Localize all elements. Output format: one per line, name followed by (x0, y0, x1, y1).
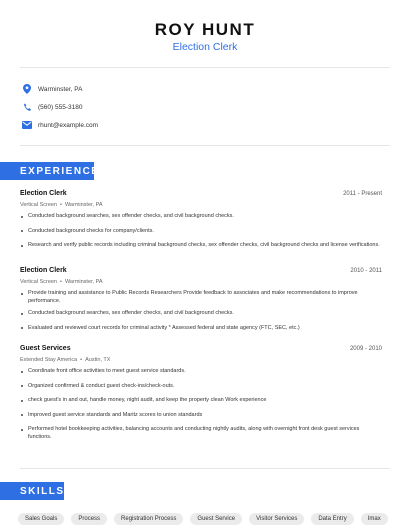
skills-list (18, 513, 388, 525)
list-item: check guest's in and out, handle money, night audit, and keep the property clean Work experience (20, 397, 382, 405)
list-item: Conducted background searches, sex offender checks, and civil background checks. (20, 310, 382, 318)
skill-tag: Imax (361, 513, 388, 525)
divider (20, 67, 390, 68)
list-item: Coordinate front office activities to meet guest service standards. (20, 368, 382, 376)
phone-text: (560) 555-3180 (38, 103, 83, 111)
divider (20, 468, 390, 469)
job-bullets (20, 213, 382, 250)
list-item: Conducted background searches, sex offender checks, and civil background checks. (20, 213, 382, 221)
skill-tag: Visitor Services (249, 513, 304, 525)
contact-email[interactable] (20, 118, 98, 132)
contact-phone (20, 100, 82, 114)
job-title: Guest Services (20, 345, 71, 352)
job-dates: 2009 - 2010 (349, 346, 382, 352)
job-bullets (20, 368, 382, 441)
experience-item (20, 267, 382, 336)
job-bullets (20, 290, 382, 332)
list-item: Improved guest service standards and Maritz scores to union standards (20, 412, 382, 420)
job-employer: Extended Stay America • Austin, TX (20, 357, 111, 363)
skill-tag: Guest Service (190, 513, 242, 525)
skill-tag: Process (71, 513, 107, 525)
phone-icon (20, 100, 34, 114)
list-item: Performed hotel bookkeeping activities, balancing accounts and conducting nightly audits, along with overnight front desk guest services functions. (20, 426, 382, 441)
company-name: Extended Stay America (20, 357, 78, 363)
contact-location (20, 82, 82, 96)
list-item: Organized confirmed & conduct guest check-ins/check-outs. (20, 383, 382, 391)
email-text[interactable]: rhunt@example.com (38, 121, 99, 129)
location-text: Warminster, PA (38, 85, 83, 93)
list-item: Research and verify public records including criminal background checks, sex offender checks, civil background checks and license verifications. (20, 242, 382, 250)
divider (20, 145, 390, 146)
job-dates: 2010 - 2011 (350, 268, 382, 274)
section-heading-experience: EXPERIENCE (0, 162, 94, 180)
job-location: Austin, TX (85, 357, 111, 363)
experience-item (20, 345, 382, 445)
job-title: Election Clerk (20, 267, 67, 274)
skill-tag: Data Entry (311, 513, 353, 525)
job-location: Warminster, PA (64, 202, 103, 208)
candidate-name: ROY HUNT (154, 20, 256, 39)
list-item: Conducted background checks for company/clients. (20, 228, 382, 236)
job-dates: 2011 - Present (343, 191, 382, 197)
envelope-icon (20, 118, 34, 132)
candidate-title: Election Clerk (172, 41, 238, 53)
job-employer: Vertical Screen • Warminster, PA (20, 279, 103, 285)
map-pin-icon (20, 82, 34, 96)
job-employer: Vertical Screen • Warminster, PA (20, 202, 103, 208)
job-title: Election Clerk (20, 190, 67, 197)
experience-item (20, 190, 382, 254)
job-location: Warminster, PA (64, 279, 103, 285)
skill-tag: Registration Process (114, 513, 183, 525)
company-name: Vertical Screen (20, 279, 57, 285)
list-item: Evaluated and reviewed court records for criminal activity * Assessed federal and state agency (FTC, SEC, etc.) (20, 325, 382, 333)
company-name: Vertical Screen (20, 202, 57, 208)
section-heading-skills: SKILLS (0, 482, 64, 500)
list-item: Provide training and assistance to Public Records Researchers Provide feedback to associates and make recommendations to improve performance. (20, 290, 382, 305)
skill-tag: Sales Goals (18, 513, 64, 525)
